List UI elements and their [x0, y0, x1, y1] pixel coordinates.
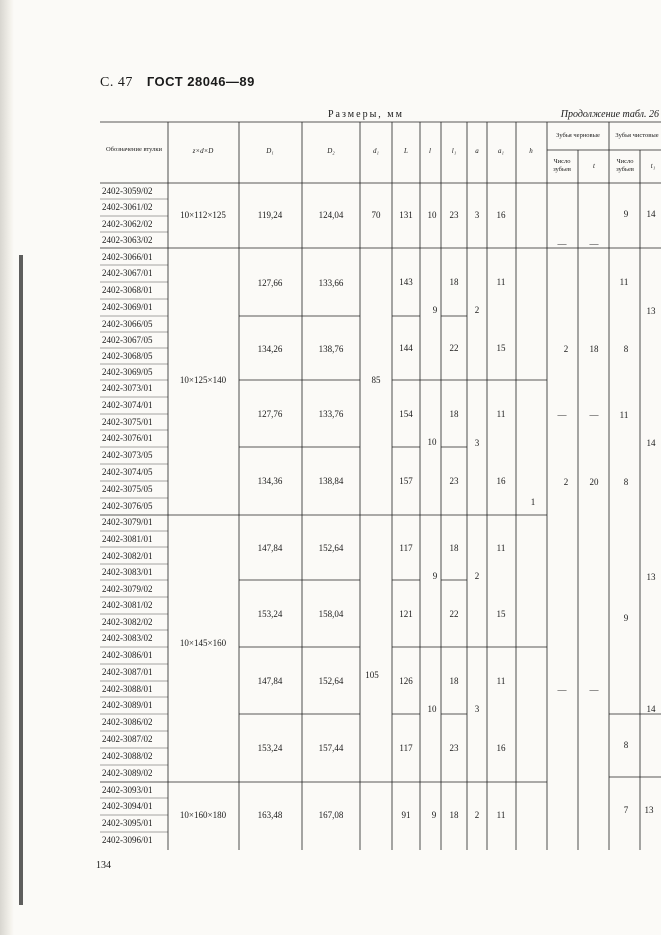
cell-finish-count: 9 [623, 209, 629, 219]
cell-l: 9 [432, 305, 438, 315]
designation-row: 2402-3088/02 [102, 751, 153, 761]
cell-l1: 18 [449, 409, 459, 419]
cell-L: 117 [399, 543, 413, 553]
designation-row: 2402-3059/02 [102, 186, 153, 196]
col-header-designation: Обозначение втулки [105, 146, 163, 153]
col-header-finish-count: Число зубьев [616, 158, 634, 173]
designation-row: 2402-3095/01 [102, 818, 153, 828]
col-header-l1: l₁ [451, 147, 457, 155]
cell-zdD: 10×145×160 [179, 638, 227, 648]
cell-L: 117 [399, 743, 413, 753]
cell-l1: 23 [449, 743, 459, 753]
designation-row: 2402-3086/01 [102, 650, 153, 660]
designation-row: 2402-3079/01 [102, 517, 153, 527]
cell-l1: 18 [449, 676, 459, 686]
cell-l: 10 [427, 704, 437, 714]
cell-D2: 152,64 [318, 543, 344, 553]
designation-row: 2402-3093/01 [102, 785, 153, 795]
designation-row: 2402-3067/05 [102, 335, 153, 345]
cell-a1: 11 [496, 810, 506, 820]
cell-D1: 147,84 [257, 676, 283, 686]
cell-D2: 133,66 [318, 278, 344, 288]
cell-l: 9 [432, 571, 438, 581]
cell-a1: 16 [496, 210, 506, 220]
cell-a: 2 [474, 810, 480, 820]
designation-row: 2402-3089/01 [102, 700, 153, 710]
cell-D1: 127,66 [257, 278, 283, 288]
col-header-zdD: z×d×D [192, 147, 214, 155]
cell-rough-count: — [557, 239, 567, 249]
designation-row: 2402-3094/01 [102, 801, 153, 811]
designation-row: 2402-3086/02 [102, 717, 153, 727]
designation-row: 2402-3063/02 [102, 235, 153, 245]
cell-l1: 18 [449, 277, 459, 287]
designation-row: 2402-3083/02 [102, 633, 153, 643]
designation-row: 2402-3081/01 [102, 534, 153, 544]
col-header-l: l [429, 147, 431, 155]
page-number: 134 [96, 860, 111, 871]
cell-L: 121 [399, 609, 413, 619]
cell-a1: 15 [496, 343, 506, 353]
designation-row: 2402-3073/05 [102, 450, 153, 460]
cell-a: 3 [474, 210, 480, 220]
cell-rough-count: 2 [563, 344, 569, 354]
cell-L: 143 [399, 277, 413, 287]
cell-finish-count: 8 [623, 477, 629, 487]
designation-row: 2402-3066/05 [102, 319, 153, 329]
col-header-d1: d₁ [373, 147, 379, 155]
col-header-a: a [475, 147, 479, 155]
col-header-a1: a₁ [498, 147, 504, 155]
col-header-h: h [529, 147, 533, 155]
cell-l1: 18 [449, 810, 459, 820]
col-header-D2: D₂ [327, 147, 335, 155]
designation-row: 2402-3069/01 [102, 302, 153, 312]
designation-row: 2402-3061/02 [102, 202, 153, 212]
designation-row: 2402-3076/05 [102, 501, 153, 511]
col-header-finish-t1: t₁ [650, 162, 656, 170]
cell-finish-t1: 13 [646, 572, 656, 582]
page-label: С. 47 [100, 75, 133, 90]
cell-a: 2 [474, 571, 480, 581]
designation-row: 2402-3083/01 [102, 567, 153, 577]
cell-finish-t1: 14 [646, 704, 656, 714]
designation-row: 2402-3075/01 [102, 417, 153, 427]
cell-finish-count: 9 [623, 613, 629, 623]
cell-L: 154 [399, 409, 413, 419]
cell-finish-count: 11 [619, 410, 629, 420]
cell-L: 131 [399, 210, 413, 220]
designation-row: 2402-3082/02 [102, 617, 153, 627]
cell-rough-t: 20 [589, 477, 599, 487]
cell-rough-t: 18 [589, 344, 599, 354]
cell-finish-count: 11 [619, 277, 629, 287]
cell-a1: 16 [496, 743, 506, 753]
cell-a: 3 [474, 704, 480, 714]
cell-D2: 167,08 [318, 810, 344, 820]
col-header-rough-teeth: Зубья черновые [556, 132, 600, 139]
designation-row: 2402-3066/01 [102, 252, 153, 262]
designation-row: 2402-3089/02 [102, 768, 153, 778]
designation-row: 2402-3075/05 [102, 484, 153, 494]
designation-row: 2402-3082/01 [102, 551, 153, 561]
designation-row: 2402-3069/05 [102, 367, 153, 377]
designation-row: 2402-3062/02 [102, 219, 153, 229]
col-header-rough-t: t [593, 162, 595, 170]
cell-a1: 11 [496, 409, 506, 419]
cell-l: 9 [431, 810, 437, 820]
col-header-rough-count: Число зубьев [553, 158, 571, 173]
cell-d1: 70 [371, 210, 381, 220]
cell-l1: 23 [449, 210, 459, 220]
cell-D2: 133,76 [318, 409, 344, 419]
cell-finish-count: 8 [623, 740, 629, 750]
cell-d1: 105 [365, 670, 379, 680]
designation-row: 2402-3087/02 [102, 734, 153, 744]
cell-zdD: 10×160×180 [179, 810, 227, 820]
designation-row: 2402-3068/01 [102, 285, 153, 295]
cell-D1: 147,84 [257, 543, 283, 553]
designation-row: 2402-3067/01 [102, 268, 153, 278]
cell-D1: 153,24 [257, 609, 283, 619]
cell-D1: 127,76 [257, 409, 283, 419]
designation-row: 2402-3073/01 [102, 383, 153, 393]
cell-finish-t1: 13 [646, 306, 656, 316]
cell-L: 144 [399, 343, 413, 353]
cell-D2: 157,44 [318, 743, 344, 753]
cell-finish-t1: 14 [646, 209, 656, 219]
cell-D1: 153,24 [257, 743, 283, 753]
designation-row: 2402-3074/01 [102, 400, 153, 410]
standard-title: ГОСТ 28046—89 [146, 74, 255, 89]
cell-rough-t: — [589, 685, 599, 695]
designation-row: 2402-3081/02 [102, 600, 153, 610]
col-header-finish-teeth: Зубья чистовые [615, 132, 659, 139]
cell-a1: 11 [496, 277, 506, 287]
cell-rough-count: — [557, 685, 567, 695]
cell-l: 10 [427, 210, 437, 220]
cell-a1: 11 [496, 676, 506, 686]
cell-D1: 134,26 [257, 344, 283, 354]
cell-finish-t1: 13 [644, 805, 654, 815]
cell-zdD: 10×125×140 [179, 375, 227, 385]
cell-D2: 138,76 [318, 344, 344, 354]
cell-l1: 23 [449, 476, 459, 486]
cell-a: 3 [474, 438, 480, 448]
cell-rough-count: 2 [563, 477, 569, 487]
col-header-D1: D₁ [266, 147, 274, 155]
col-header-L: L [404, 147, 408, 155]
designation-row: 2402-3076/01 [102, 433, 153, 443]
designation-row: 2402-3096/01 [102, 835, 153, 845]
cell-L: 157 [399, 476, 413, 486]
cell-d1: 85 [371, 375, 381, 385]
cell-L: 126 [399, 676, 413, 686]
cell-zdD: 10×112×125 [180, 210, 226, 220]
cell-D1: 163,48 [257, 810, 283, 820]
cell-l1: 18 [449, 543, 459, 553]
cell-a1: 11 [496, 543, 506, 553]
designation-row: 2402-3088/01 [102, 684, 153, 694]
cell-h: 1 [530, 497, 536, 507]
cell-l: 10 [427, 437, 437, 447]
cell-rough-t: — [589, 410, 599, 420]
cell-l1: 22 [449, 343, 459, 353]
dimensions-heading: Размеры, мм [328, 109, 404, 120]
cell-D2: 158,04 [318, 609, 344, 619]
cell-rough-t: — [589, 239, 599, 249]
designation-row: 2402-3087/01 [102, 667, 153, 677]
cell-a1: 16 [496, 476, 506, 486]
cell-finish-count: 7 [623, 805, 629, 815]
designation-row: 2402-3068/05 [102, 351, 153, 361]
cell-L: 91 [401, 810, 411, 820]
designation-row: 2402-3079/02 [102, 584, 153, 594]
cell-D1: 134,36 [257, 476, 283, 486]
cell-D2: 138,84 [318, 476, 344, 486]
cell-D2: 152,64 [318, 676, 344, 686]
cell-finish-count: 8 [623, 344, 629, 354]
cell-a: 2 [474, 305, 480, 315]
cell-D1: 119,24 [257, 210, 283, 220]
table-continuation-label: Продолжение табл. 26 [560, 109, 659, 120]
cell-D2: 124,04 [318, 210, 344, 220]
cell-a1: 15 [496, 609, 506, 619]
cell-l1: 22 [449, 609, 459, 619]
designation-row: 2402-3074/05 [102, 467, 153, 477]
cell-finish-t1: 14 [646, 438, 656, 448]
cell-rough-count: — [557, 410, 567, 420]
